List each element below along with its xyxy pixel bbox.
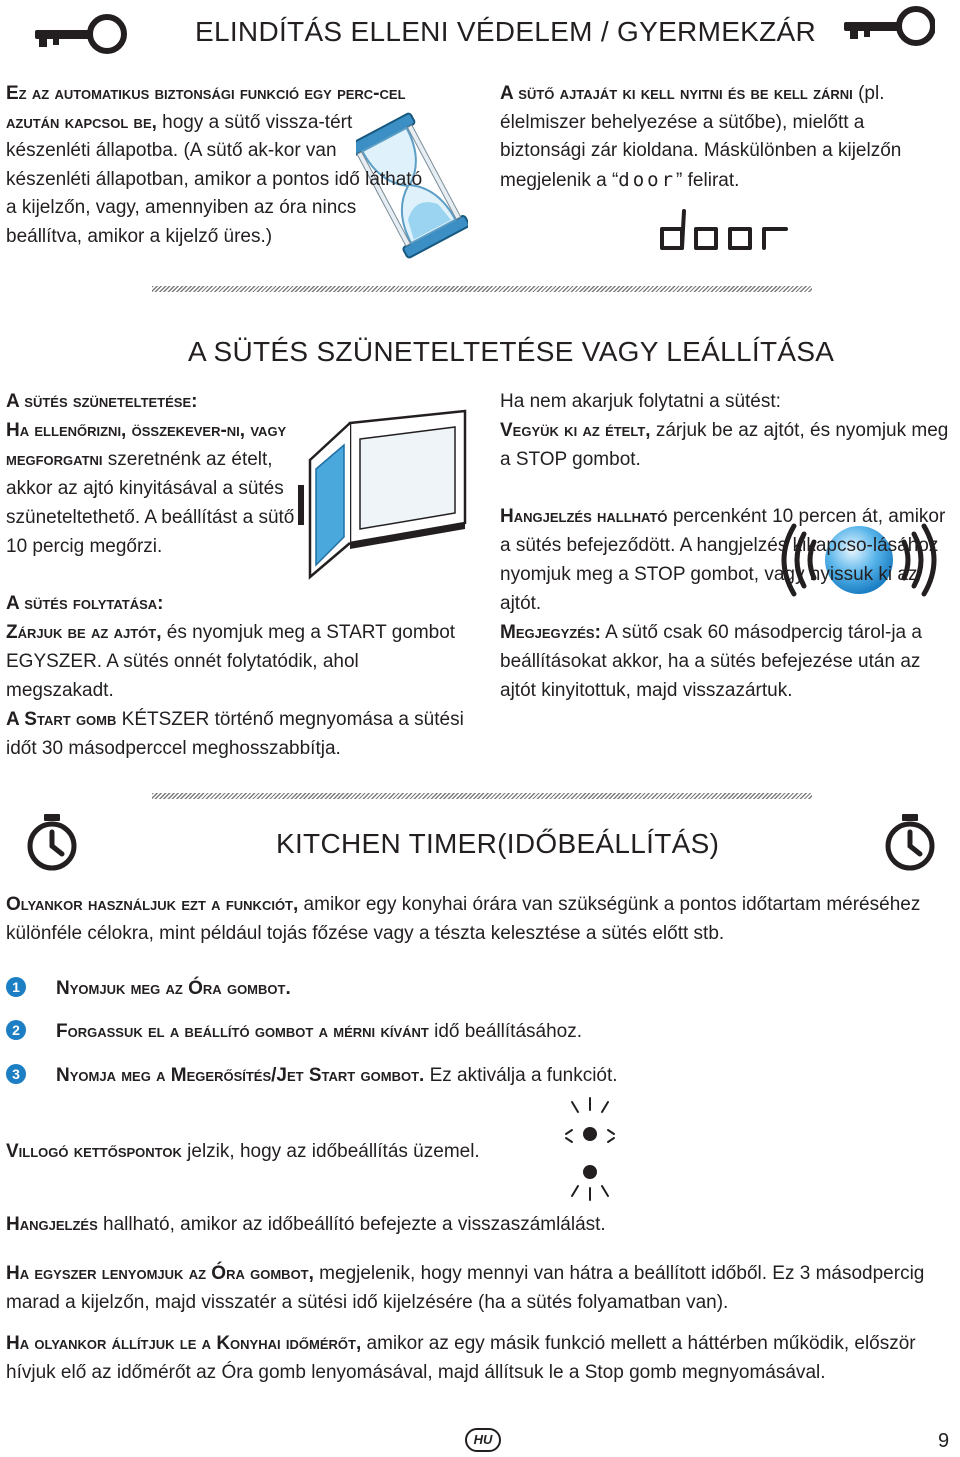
timer-icon-right: [882, 812, 938, 872]
divider-2: [152, 793, 812, 799]
stop-lead: Vegyük ki az ételt,: [500, 420, 651, 441]
pause-lead: Ha ellenőrizni, összekever-ni, vagy megforgatni: [6, 420, 287, 470]
note-paragraph: [500, 618, 955, 705]
microwave-icon: [290, 405, 470, 580]
clock-press-text: [6, 1259, 956, 1317]
timer-icon-left: [24, 812, 80, 872]
stop-intro: Ha nem akarjuk folytatni a sütést:: [500, 391, 781, 412]
pause-body: szeretnénk az ételt, akkor az ajtó kinyitásával a sütés szüneteltethető. A beállítást a sütő 10 percig megőrzi.: [6, 449, 295, 557]
resume-heading: A sütés folytatása:: [6, 593, 164, 614]
language-code: HU: [473, 1432, 493, 1447]
section-title-child-lock: ELINDÍTÁS ELLENI VÉDELEM / GYERMEKZÁR: [195, 16, 817, 47]
language-badge: [465, 1428, 501, 1452]
timer-stop-lead: Ha olyankor állítjuk le a Konyhai időmérőt,: [6, 1333, 362, 1354]
timer-intro-body: amikor egy konyhai órára van szükségünk a pontos időtartam méréséhez különféle célokra, mint például tojás főzése vagy a tészta kelesztése a sütés előtt stb.: [6, 894, 921, 944]
sound-text: [6, 1210, 946, 1239]
note-lead: Megjegyzés:: [500, 622, 601, 643]
child-lock-left-text: [6, 80, 426, 251]
clock-press-lead: Ha egyszer lenyomjuk az Óra gombot,: [6, 1263, 314, 1284]
stop-paragraph: [500, 416, 955, 474]
step-1: [56, 974, 936, 1003]
child-lock-left-lead: Ez az automatikus biztonsági funkció egy perc-cel azután kapcsol be,: [6, 83, 406, 133]
step-2: [56, 1017, 936, 1046]
stop-body: zárjuk be az ajtót, és nyomjuk meg a STOP gombot.: [500, 420, 949, 470]
key-icon-right: [840, 6, 935, 50]
timer-intro-lead: Olyankor használjuk ezt a funkciót,: [6, 894, 299, 915]
resume-lead: Zárjuk be az ajtót,: [6, 622, 162, 643]
door-inline-display: door: [618, 168, 677, 191]
clock-press-body: megjelenik, hogy mennyi van hátra a beállított időből. Ez 3 másodpercig marad a kijelzőn, majd visszatér a sütési idő kijelzésére (ha a sütés folyamatban van).: [6, 1263, 925, 1313]
note-body: A sütő csak 60 másodpercig tárol-ja a beállításokat akkor, ha a sütés befejezése után az ajtót kinyitottuk, majd visszazártuk.: [500, 622, 922, 701]
pause-heading: A sütés szüneteltetése:: [6, 391, 198, 412]
pause-text: [6, 387, 296, 561]
child-lock-right-body1: (pl. élelmiszer behelyezése a sütőbe), mielőtt a biztonsági zár kioldana. Máskülönben a kijelzőn megjelenik a “: [500, 83, 902, 191]
child-lock-right-text: [500, 80, 950, 195]
beep-paragraph: [500, 502, 955, 618]
key-icon-left: [33, 10, 128, 54]
beep-body: percenként 10 percen át, amikor a sütés befejeződött. A hangjelzés kikapcso-lásához nyomjuk meg a STOP gombot, vagy nyissuk ki az ajtót.: [500, 506, 946, 614]
blink-lead: Villogó kettőspontok: [6, 1141, 182, 1162]
child-lock-left-body: hogy a sütő vissza-tért készenléti állapotba. (A sütő ak-kor van készenléti állapotban, amikor a pontos idő látható a kijelzőn, vagy, amennyiben az óra nincs beállítva, amikor a kijelző üres.): [6, 111, 423, 247]
timer-stop-body: amikor az egy másik funkció mellett a háttérben működik, először hívjuk elő az időmérőt az Óra gomb lenyomásával, majd állítsuk le a Stop gomb megnyomásával.: [6, 1333, 916, 1383]
child-lock-right-body2: ” felirat.: [676, 169, 740, 191]
step-3-lead: Nyomja meg a Megerősítés/Jet Start gombot.: [56, 1065, 425, 1086]
timer-stop-text: [6, 1329, 956, 1387]
step-3: [56, 1061, 936, 1090]
double-start-paragraph: [6, 705, 466, 763]
door-display: [658, 207, 793, 252]
double-start-lead: A Start gomb: [6, 709, 117, 730]
step-2-body: idő beállításához.: [428, 1021, 582, 1042]
timer-intro: [6, 890, 951, 948]
resume-text: [6, 589, 466, 763]
resume-body: és nyomjuk meg a START gombot EGYSZER. A sütés onnét folytatódik, ahol megszakadt.: [6, 622, 456, 701]
beep-lead: Hangjelzés hallható: [500, 506, 668, 527]
stop-text: [500, 387, 955, 474]
step-3-body: Ez aktiválja a funkciót.: [424, 1065, 618, 1086]
step-1-lead: Nyomjuk meg az Óra gombot.: [56, 978, 291, 999]
beep-text: [500, 502, 955, 705]
blinking-colon-icon: [560, 1096, 620, 1204]
section-title-pause: A SÜTÉS SZÜNETELTETÉSE VAGY LEÁLLÍTÁSA: [188, 336, 835, 367]
page-number: 9: [938, 1430, 950, 1452]
double-start-body: KÉTSZER történő megnyomása a sütési időt 30 másodperccel meghosszabbítja.: [6, 709, 464, 759]
step-number-2: 2: [6, 1020, 26, 1040]
divider-1: [152, 286, 812, 292]
blink-body: jelzik, hogy az időbeállítás üzemel.: [181, 1141, 480, 1162]
child-lock-right-lead: A sütő ajtaját ki kell nyitni és be kell zárni: [500, 83, 853, 104]
step-number-1: 1: [6, 977, 26, 997]
blink-text: [6, 1137, 566, 1166]
step-number-3: 3: [6, 1064, 26, 1084]
resume-paragraph: [6, 618, 466, 705]
sound-body: hallható, amikor az időbeállító befejezte a visszaszámlálást.: [97, 1214, 606, 1235]
pause-paragraph: [6, 416, 296, 561]
section-title-kitchen-timer: KITCHEN TIMER(IDŐBEÁLLÍTÁS): [276, 828, 720, 859]
sound-lead: Hangjelzés: [6, 1214, 98, 1235]
step-2-lead: Forgassuk el a beállító gombot a mérni kívánt: [56, 1021, 429, 1042]
